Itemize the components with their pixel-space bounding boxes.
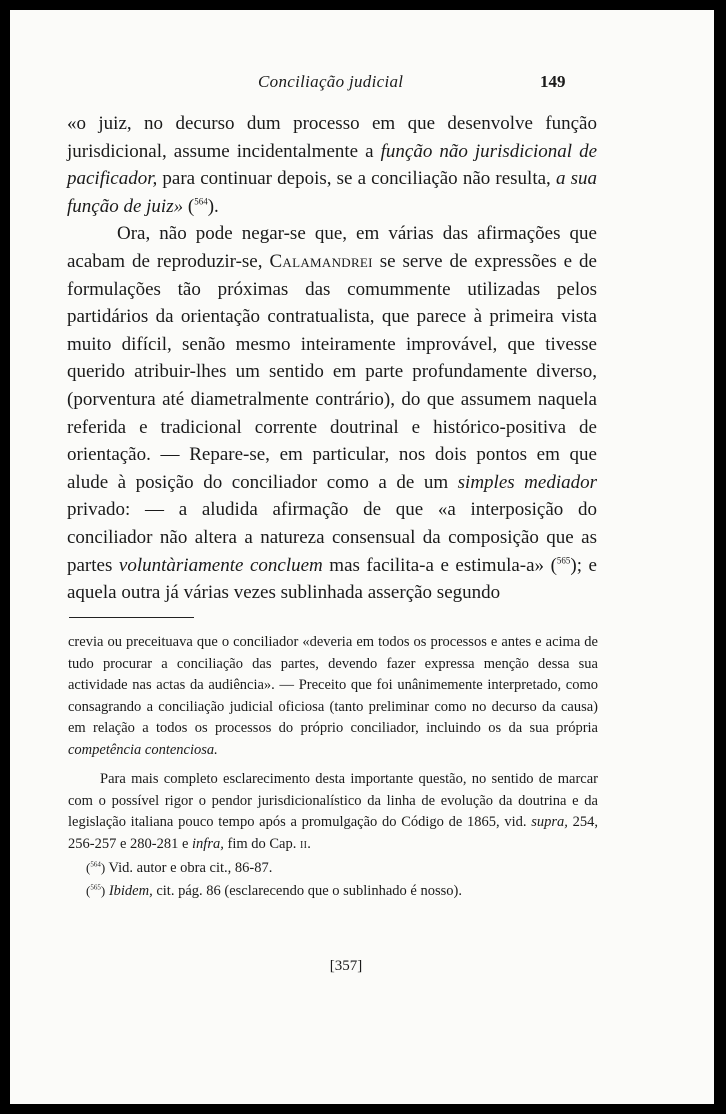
text-run: Ora, não pode negar-se que, em várias das afirmações que acabam de reproduzir-se, [67,223,597,272]
italic-run: simples mediador [457,471,598,493]
footnote-marker [86,860,105,875]
footnote-marker [86,883,105,898]
italic-run: supra, [531,814,568,830]
book-page [10,10,714,1104]
marker-number: 565 [90,883,101,892]
footnotes [68,632,598,902]
running-title: Conciliação judicial [258,72,404,91]
footnote-ref-565: 565 [556,555,571,566]
marker-open: ( [86,882,91,898]
sheet-number [10,958,714,975]
text-run: se serve de expressões e de formulações tão próximas das comummente utilizadas pelos partidários da orientação contratualista, que parece à primeira vista muito difícil, senão mesmo inteiramente improvável, que tivesse querido atribuir-lhes um sentido em parte profundamente diverso, (porventura até diametralmente contrário), do que assumem naquela referida e tradicional corrente doutrinal e histórico-positiva de orientação. — Repare-se, em particular, nos dois pontos em que alude à posição do conciliador como a de um [67,250,597,493]
text-run: ); e aquela outra já várias vezes sublinhada asserção segundo [67,554,597,604]
paragraph-ora [67,220,597,606]
marker-open: ( [86,860,91,875]
footnote-continuation [68,632,598,761]
italic-run: competência contenciosa. [68,741,218,758]
page-number: 149 [540,72,566,91]
paragraph-quote-continuation [67,110,597,220]
marker-close: ) [100,882,106,898]
italic-run: a sua função de juiz» [67,168,597,217]
italic-run: função não jurisdicional de pacificador, [67,140,597,190]
chapter-numeral: ii [299,835,308,852]
text-run: fim do Cap. [223,835,300,852]
text-run: mas facilita-a e estimula-a» ( [322,554,557,576]
footnote-paragraph [68,769,598,855]
sheet-label: [357] [329,958,363,974]
footnote-565 [68,880,598,903]
text-run: ( [183,195,195,217]
text-run: privado: — a aludida afirmação de que «a interposição do conciliador não altera a natureza consensual da composição que as partes [67,499,597,576]
footnote-564 [68,857,598,880]
italic-run: Ibidem, [105,882,153,899]
text-run: para continuar depois, se a conciliação não resulta, [157,168,556,190]
text-run: ). [207,195,219,217]
author-name: Calamandrei [269,250,373,272]
text-run: «o juiz, no decurso dum processo em que desenvolve função jurisdicional, assume incidentalmente a [67,113,597,162]
text-run: 254, 256-257 e 280-281 e [68,814,598,852]
text-run: Para mais completo esclarecimento desta importante questão, no sentido de marcar com o possível rigor o pendor jurisdicionalístico da linha de evolução da doutrina e da legislação italiana pouco tempo após a promulgação do Código de 1865, vid. [68,771,598,830]
footnote-divider [69,617,194,618]
footnote-text: Vid. autor e obra cit., 86-87. [105,860,273,876]
footnote-text: cit. pág. 86 (esclarecendo que o sublinhado é nosso). [152,882,462,899]
running-head [10,72,714,96]
marker-number: 564 [90,860,101,869]
main-text [67,110,597,607]
marker-close: ) [100,860,106,875]
text-run: crevia ou preceituava que o conciliador «deveria em todos os processos e antes e acima de tudo procurar a conciliação das partes, devendo fazer expressa menção dessa sua actividade nas actas da audiência». — Preceito que foi unânimemente interpretado, como consagrando a conciliação judicial oficiosa (tanto preliminar como no decurso da causa) em relação a todos os processos do próprio conciliador, incluindo os da sua própria [68,634,598,736]
text-run: . [307,835,311,852]
italic-run: voluntàriamente concluem [118,554,323,576]
italic-run: infra, [192,835,224,852]
footnote-ref-564: 564 [194,196,208,207]
